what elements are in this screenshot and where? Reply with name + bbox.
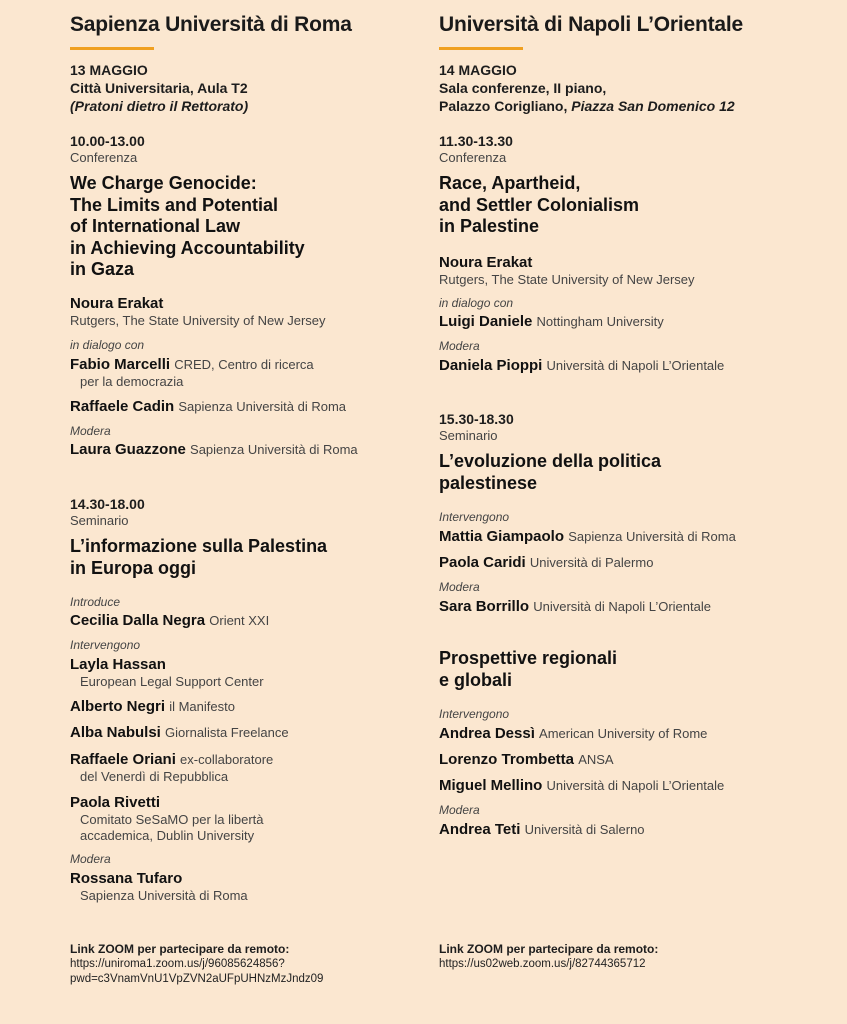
zoom-link-cont[interactable]: pwd=c3VnamVnU1VpZVN2aUFpUHNzMzJndz09 <box>70 973 324 985</box>
speaker <box>439 527 736 546</box>
session-type: Seminario <box>70 513 129 528</box>
moderator-name: Sara Borrillo <box>439 598 530 615</box>
speaker <box>70 697 235 716</box>
title-line: The Limits and Potential <box>70 194 279 215</box>
title-line: in Palestine <box>439 216 540 236</box>
moderator-affiliation: Sapienza Università di Roma <box>190 442 358 457</box>
speaker <box>439 776 724 795</box>
role-label: Modera <box>439 580 480 594</box>
speaker-affiliation: Comitato SeSaMO per la libertà <box>80 812 264 827</box>
session-time-block <box>439 132 513 166</box>
title-line: palestinese <box>439 472 538 493</box>
moderator-name: Rossana Tufaro <box>70 870 183 887</box>
participant-name: Fabio Marcelli <box>70 356 171 373</box>
speaker <box>70 750 273 785</box>
participant <box>70 397 346 416</box>
speaker-name: Layla Hassan <box>70 656 166 673</box>
speaker-name: Mattia Giampaolo <box>439 528 565 545</box>
moderator-affiliation: Università di Napoli L’Orientale <box>533 599 711 614</box>
title-line: in Achieving Accountability <box>70 237 305 258</box>
session-time: 11.30-13.30 <box>439 133 513 149</box>
speaker-name: Noura Erakat <box>70 295 164 312</box>
session-type: Conferenza <box>439 150 507 165</box>
date-venue <box>70 61 248 115</box>
zoom-label: Link ZOOM per partecipare da remoto: <box>70 942 290 956</box>
participant <box>70 355 314 390</box>
participant-name: Luigi Daniele <box>439 313 533 330</box>
role-label: Introduce <box>70 595 121 609</box>
session-time-block <box>70 495 145 529</box>
accent-rule <box>70 47 154 50</box>
session-time-block <box>439 410 514 444</box>
speaker-name: Andrea Dessì <box>439 725 535 742</box>
role-label: Intervengono <box>70 638 141 652</box>
speaker-name: Paola Rivetti <box>70 794 161 811</box>
moderator <box>439 820 645 839</box>
venue-line: Città Universitaria, Aula T2 <box>70 80 248 96</box>
moderator-name: Laura Guazzone <box>70 441 186 458</box>
date-venue <box>439 61 735 115</box>
moderator-name: Andrea Teti <box>439 821 521 838</box>
speaker-name: Alba Nabulsi <box>70 724 161 741</box>
speaker-affiliation-cont: del Venerdì di Repubblica <box>80 769 229 784</box>
speaker-affiliation: Rutgers, The State University of New Jersey <box>439 272 695 287</box>
moderator-affiliation: Università di Salerno <box>524 822 645 837</box>
session-time-block <box>70 132 145 166</box>
title-line: of International Law <box>70 216 241 236</box>
speaker-affiliation: ANSA <box>578 752 614 767</box>
zoom-link[interactable]: https://uniroma1.zoom.us/j/96085624856? <box>70 958 285 970</box>
role-label: in dialogo con <box>439 296 514 310</box>
speaker <box>70 793 264 844</box>
participant-affiliation-cont: per la democrazia <box>80 374 184 389</box>
speaker-affiliation: American University of Rome <box>539 726 708 741</box>
role-label: Modera <box>439 339 480 353</box>
speaker-name: Raffaele Oriani <box>70 751 176 768</box>
speaker <box>70 723 289 742</box>
participant-affiliation: Nottingham University <box>536 314 664 329</box>
venue-line: Palazzo Corigliano, <box>439 98 568 114</box>
event-date: 14 MAGGIO <box>439 62 517 78</box>
title-line: Race, Apartheid, <box>439 173 581 193</box>
title-line: L’evoluzione della politica <box>439 451 662 471</box>
title-line: L’informazione sulla Palestina <box>70 536 328 556</box>
speaker-affiliation: Giornalista Freelance <box>165 725 289 740</box>
speaker-name: Miguel Mellino <box>439 777 543 794</box>
participant-name: Raffaele Cadin <box>70 398 175 415</box>
session-time: 15.30-18.30 <box>439 411 514 427</box>
session-time: 14.30-18.00 <box>70 496 145 512</box>
introducer <box>70 611 269 630</box>
speaker-affiliation: il Manifesto <box>169 699 235 714</box>
participant-affiliation: CRED, Centro di ricerca <box>174 357 314 372</box>
zoom-link[interactable]: https://us02web.zoom.us/j/82744365712 <box>439 958 646 970</box>
role-label: Intervengono <box>439 707 510 721</box>
title-line: We Charge Genocide: <box>70 173 257 193</box>
university-heading: Università di Napoli L’Orientale <box>439 13 744 36</box>
venue-line: Sala conferenze, II piano, <box>439 80 607 96</box>
title-line: and Settler Colonialism <box>439 194 640 215</box>
session-title <box>439 451 661 494</box>
speaker-name: Alberto Negri <box>70 698 166 715</box>
speaker-affiliation: Sapienza Università di Roma <box>568 529 736 544</box>
moderator-affiliation: Università di Napoli L’Orientale <box>546 358 725 373</box>
session-type: Conferenza <box>70 150 138 165</box>
speaker-affiliation-cont: accademica, Dublin University <box>80 828 255 843</box>
participant <box>439 312 664 331</box>
session-title <box>70 536 327 579</box>
venue-address: Piazza San Domenico 12 <box>571 98 735 114</box>
keynote-speaker <box>70 294 326 329</box>
speaker-affiliation: Rutgers, The State University of New Jersey <box>70 313 326 328</box>
moderator <box>70 440 358 459</box>
speaker-affiliation: European Legal Support Center <box>80 674 264 689</box>
speaker <box>439 724 707 743</box>
accent-rule <box>439 47 523 50</box>
title-line: Prospettive regionali <box>439 648 618 668</box>
session-type: Seminario <box>439 428 498 443</box>
moderator-affiliation: Sapienza Università di Roma <box>80 888 248 903</box>
zoom-info <box>70 942 323 987</box>
keynote-speaker <box>439 253 695 288</box>
speaker <box>439 750 614 769</box>
session-time: 10.00-13.00 <box>70 133 145 149</box>
zoom-label: Link ZOOM per partecipare da remoto: <box>439 942 659 956</box>
role-label: Modera <box>439 803 480 817</box>
moderator <box>439 356 724 375</box>
speaker-name: Lorenzo Trombetta <box>439 751 575 768</box>
speaker-affiliation: ex-collaboratore <box>180 752 274 767</box>
speaker-name: Paola Caridi <box>439 554 526 571</box>
title-line: e globali <box>439 669 513 690</box>
moderator <box>439 597 711 616</box>
speaker-affiliation: Università di Napoli L’Orientale <box>546 778 725 793</box>
title-line: in Europa oggi <box>70 557 196 578</box>
introducer-affiliation: Orient XXI <box>209 613 270 628</box>
speaker-affiliation: Università di Palermo <box>529 555 654 570</box>
session-title <box>439 173 639 238</box>
moderator-name: Daniela Pioppi <box>439 357 543 374</box>
role-label: Modera <box>70 852 111 866</box>
university-heading: Sapienza Università di Roma <box>70 13 352 36</box>
participant-affiliation: Sapienza Università di Roma <box>178 399 347 414</box>
title-line: in Gaza <box>70 259 135 279</box>
speaker <box>439 553 653 572</box>
role-label: in dialogo con <box>70 338 145 352</box>
speaker-name: Noura Erakat <box>439 254 533 271</box>
role-label: Modera <box>70 424 111 438</box>
session-title <box>439 648 617 691</box>
session-title <box>70 173 305 281</box>
role-label: Intervengono <box>439 510 510 524</box>
introducer-name: Cecilia Dalla Negra <box>70 612 206 629</box>
event-date: 13 MAGGIO <box>70 62 148 78</box>
speaker <box>70 655 264 690</box>
moderator <box>70 869 248 904</box>
zoom-info <box>439 942 658 972</box>
venue-note: (Pratoni dietro il Rettorato) <box>70 98 249 114</box>
